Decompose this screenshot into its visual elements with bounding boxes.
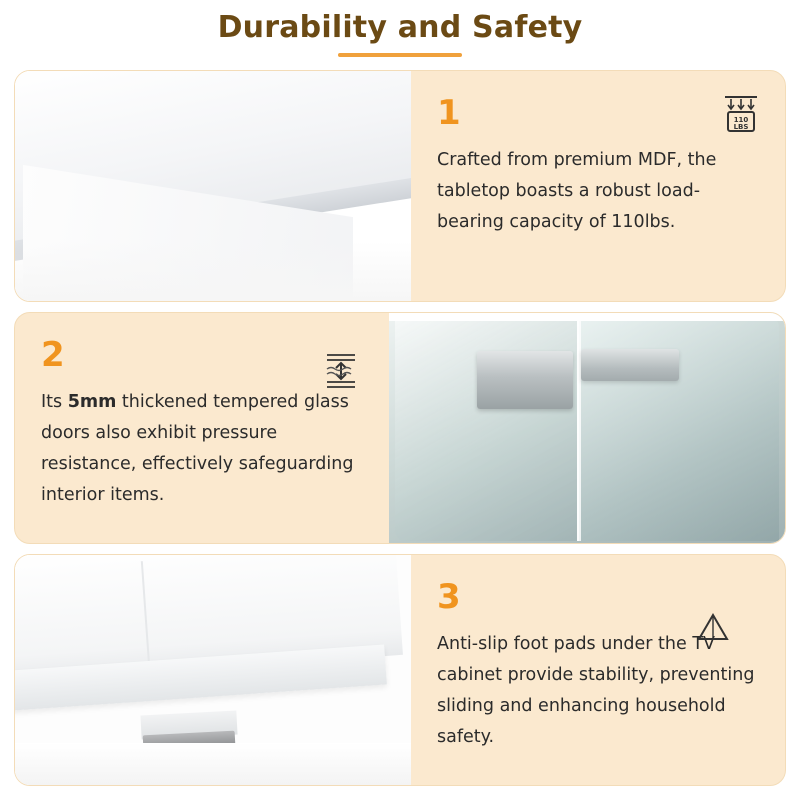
feature-description-1: Crafted from premium MDF, the tabletop boasts a robust load-bearing capacity of 110lbs. (437, 150, 717, 232)
anti-slip-triangle-icon (691, 605, 735, 649)
page-title: Durability and Safety (217, 10, 583, 45)
feature-image-glass-doors (389, 313, 785, 543)
feature-section-1 (14, 70, 786, 302)
desc2-bold-value: 5mm (67, 392, 117, 412)
feature-section-2 (14, 312, 786, 544)
feature-image-tabletop (15, 71, 411, 301)
feature-description-2 (41, 387, 363, 511)
feature-section-3 (14, 554, 786, 786)
page-header (0, 0, 800, 57)
feature-image-foot-pad (15, 555, 411, 785)
svg-text:110: 110 (733, 116, 749, 124)
step-number-2: 2 (41, 335, 66, 375)
feature-text-1 (411, 71, 785, 301)
feature-description-3: Anti-slip foot pads under the TV cabinet provide stability, preventing sliding and enhancing household safety. (437, 634, 755, 747)
title-underline-divider (338, 53, 462, 57)
feature-text-3 (411, 555, 785, 785)
desc2-suffix: thickened tempered glass doors also exhibit pressure resistance, effectively safeguarding interior items. (41, 392, 354, 505)
step-number-3: 3 (437, 577, 462, 617)
svg-text:LBS: LBS (733, 123, 749, 131)
desc2-prefix: Its (41, 392, 68, 412)
step-number-1: 1 (437, 93, 462, 133)
pressure-resistance-icon (319, 349, 363, 393)
load-capacity-icon (719, 93, 763, 137)
feature-text-2 (15, 313, 389, 543)
